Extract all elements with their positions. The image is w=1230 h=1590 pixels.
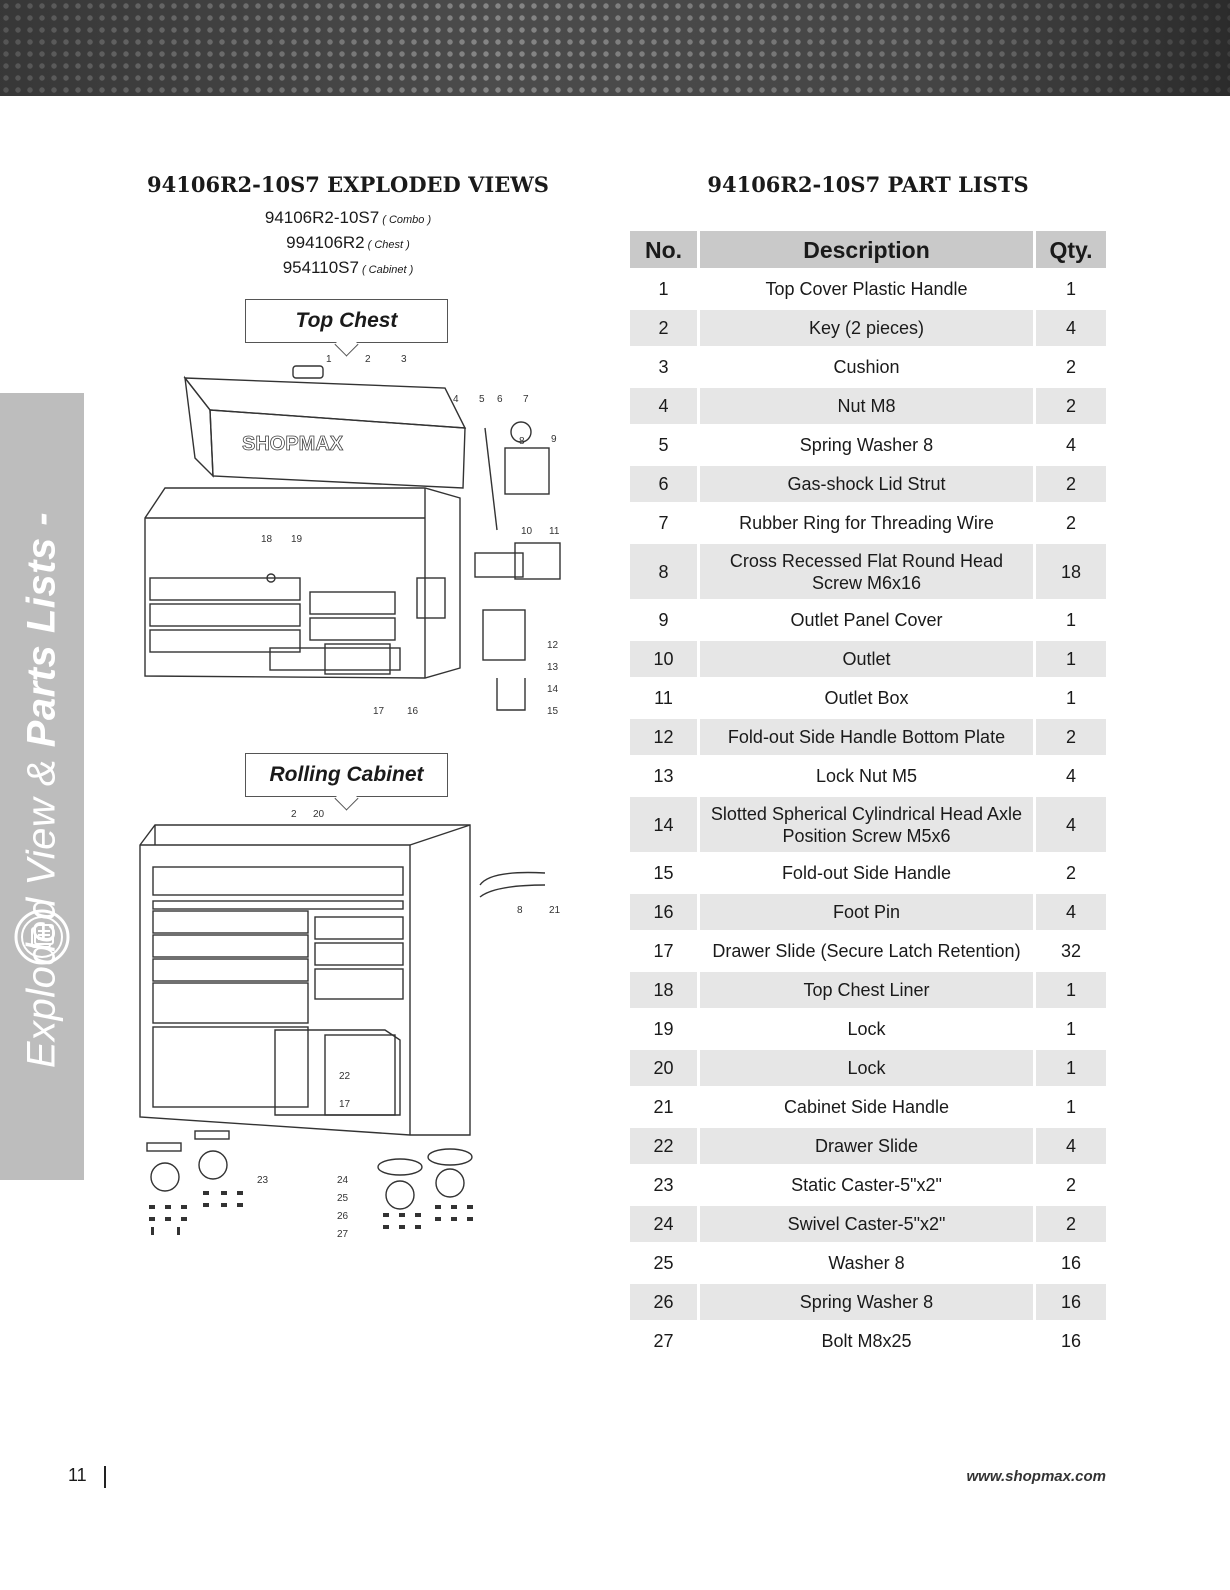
table-row [630,602,1106,638]
svg-text:5: 5 [479,394,485,405]
part-description-cell: Bolt M8x25 [821,1331,912,1351]
part-number-cell: 8 [630,544,697,599]
svg-text:3: 3 [401,354,407,365]
part-qty-cell: 1 [1036,1050,1106,1086]
exploded-views-title: 94106R2-10S7 EXPLODED VIEWS [147,172,549,197]
part-description-cell: Lock Nut M5 [815,766,918,786]
header-qty: Qty. [1036,231,1106,268]
part-number-cell: 2 [630,310,697,346]
part-number-cell: 24 [630,1206,697,1242]
part-description-cell: Gas-shock Lid Strut [700,466,1033,502]
part-qty-cell: 32 [1060,941,1082,961]
part-qty-cell: 18 [1036,544,1106,599]
table-row [630,1011,1106,1047]
part-description-cell: Cross Recessed Flat Round Head Screw M6x16 [700,544,1033,599]
svg-text:24: 24 [337,1175,349,1186]
table-row [630,349,1106,385]
svg-text:13: 13 [547,662,559,673]
table-row [630,1089,1106,1125]
part-qty-cell: 4 [1036,310,1106,346]
table-row [630,388,1106,424]
part-description-cell: Top Cover Plastic Handle [765,279,968,299]
part-number-cell: 11 [654,688,673,708]
part-number-cell: 22 [630,1128,697,1164]
table-row [630,1128,1106,1164]
part-qty-cell: 4 [1065,766,1076,786]
svg-text:21: 21 [549,905,561,916]
table-row [630,758,1106,794]
part-number-cell: 5 [658,435,669,455]
part-number-cell: 20 [630,1050,697,1086]
svg-text:9: 9 [551,434,557,445]
table-row [630,680,1106,716]
part-description-cell: Drawer Slide (Secure Latch Retention) [712,941,1021,961]
table-row [630,797,1106,852]
table-row [630,1245,1106,1281]
part-number-cell: 23 [653,1175,674,1195]
part-number-cell: 18 [630,972,697,1008]
part-qty-cell: 16 [1060,1253,1082,1273]
table-row [630,1050,1106,1086]
table-row [630,894,1106,930]
svg-text:25: 25 [337,1193,349,1204]
table-row [630,310,1106,346]
svg-text:16: 16 [407,706,419,717]
svg-text:27: 27 [337,1229,349,1240]
part-description-cell: Washer 8 [828,1253,905,1273]
part-qty-cell: 4 [1036,1128,1106,1164]
part-qty-cell: 1 [1065,1019,1076,1039]
top-chest-callout: Top Chest [245,299,448,343]
table-row [630,933,1106,969]
table-row [630,972,1106,1008]
part-number-cell: 3 [658,357,669,377]
part-number-cell: 4 [630,388,697,424]
table-row [630,505,1106,541]
table-row [630,271,1106,307]
table-row [630,641,1106,677]
part-number-cell: 1 [658,279,669,299]
svg-text:4: 4 [453,394,459,405]
svg-text:19: 19 [291,534,303,545]
shopmax-logo: SHOPMAX [242,433,344,455]
svg-text:8: 8 [519,436,525,447]
part-qty-cell: 2 [1065,1175,1076,1195]
svg-text:10: 10 [521,526,533,537]
side-tab-label: Exploded View & Parts Lists - [19,511,64,1069]
svg-text:12: 12 [547,640,559,651]
svg-text:18: 18 [261,534,273,545]
header-no: No. [630,231,697,268]
part-description-cell: Fold-out Side Handle [781,863,952,883]
model-cabinet: 954110S7 ( Cabinet ) [282,258,414,277]
part-description-cell: Outlet Box [824,688,909,708]
footer-website-link[interactable]: www.shopmax.com [966,1468,1106,1485]
part-description-cell: Outlet [700,641,1033,677]
part-description-cell: Static Caster-5"x2" [791,1175,942,1195]
part-qty-cell: 2 [1036,1206,1106,1242]
table-row [630,855,1106,891]
part-description-cell: Cushion [833,357,900,377]
part-description-cell: Nut M8 [700,388,1033,424]
part-qty-cell: 4 [1036,797,1106,852]
part-number-cell: 10 [630,641,697,677]
part-number-cell: 16 [630,894,697,930]
part-description-cell: Spring Washer 8 [700,1284,1033,1320]
part-number-cell: 9 [658,610,669,630]
part-number-cell: 27 [653,1331,674,1351]
part-number-cell: 21 [653,1097,674,1117]
svg-text:2: 2 [365,354,371,365]
part-description-cell: Swivel Caster-5"x2" [700,1206,1033,1242]
rolling-cabinet-exploded-diagram [125,805,575,1255]
svg-text:2: 2 [291,809,297,820]
model-combo: 94106R2-10S7 ( Combo ) [264,208,432,227]
part-qty-cell: 16 [1060,1331,1082,1351]
header-description: Description [700,231,1033,268]
table-row [630,544,1106,599]
part-description-cell: Slotted Spherical Cylindrical Head Axle Position Screw M5x6 [700,797,1033,852]
table-header-row [630,231,1106,268]
part-description-cell: Drawer Slide [700,1128,1033,1164]
svg-text:20: 20 [313,809,325,820]
svg-text:15: 15 [547,706,559,717]
part-qty-cell: 2 [1065,357,1076,377]
part-qty-cell: 2 [1036,466,1106,502]
model-chest: 994106R2 ( Chest ) [286,233,410,252]
svg-text:26: 26 [337,1211,349,1222]
part-description-cell: Outlet Panel Cover [790,610,943,630]
table-row [630,427,1106,463]
part-qty-cell: 16 [1036,1284,1106,1320]
part-qty-cell: 1 [1065,688,1076,708]
rolling-cabinet-callout: Rolling Cabinet [245,753,448,797]
part-qty-cell: 4 [1065,435,1076,455]
part-qty-cell: 2 [1036,719,1106,755]
part-description-cell: Key (2 pieces) [700,310,1033,346]
svg-text:17: 17 [373,706,385,717]
table-row [630,1323,1106,1359]
part-number-cell: 17 [653,941,674,961]
part-number-cell: 12 [630,719,697,755]
part-description-cell: Rubber Ring for Threading Wire [739,513,994,533]
part-description-cell: Lock [700,1050,1033,1086]
part-number-cell: 26 [630,1284,697,1320]
part-qty-cell: 2 [1065,863,1076,883]
part-qty-cell: 1 [1065,610,1076,630]
part-number-cell: 15 [653,863,674,883]
svg-text:6: 6 [497,394,503,405]
svg-text:14: 14 [547,684,559,695]
svg-text:23: 23 [257,1175,269,1186]
part-qty-cell: 1 [1036,641,1106,677]
part-qty-cell: 4 [1036,894,1106,930]
svg-text:8: 8 [517,905,523,916]
part-qty-cell: 2 [1065,513,1076,533]
table-row [630,1167,1106,1203]
parts-table [630,231,1106,1362]
table-row [630,1206,1106,1242]
svg-text:17: 17 [339,1099,351,1110]
page-number-divider [104,1466,106,1488]
part-qty-cell: 2 [1036,388,1106,424]
page-number: 11 [68,1465,87,1485]
svg-text:22: 22 [339,1071,351,1082]
header-banner [0,0,1230,96]
table-row [630,466,1106,502]
part-qty-cell: 1 [1065,1097,1076,1117]
table-row [630,1284,1106,1320]
svg-text:7: 7 [523,394,529,405]
part-description-cell: Foot Pin [700,894,1033,930]
part-number-cell: 19 [653,1019,674,1039]
part-number-cell: 13 [653,766,674,786]
part-description-cell: Spring Washer 8 [799,435,934,455]
part-qty-cell: 1 [1036,972,1106,1008]
part-description-cell: Lock [847,1019,886,1039]
part-number-cell: 6 [630,466,697,502]
svg-text:11: 11 [549,526,560,537]
part-description-cell: Fold-out Side Handle Bottom Plate [700,719,1033,755]
part-description-cell: Top Chest Liner [700,972,1033,1008]
part-qty-cell: 1 [1065,279,1076,299]
part-description-cell: Cabinet Side Handle [783,1097,950,1117]
part-number-cell: 25 [653,1253,674,1273]
part-number-cell: 7 [658,513,669,533]
table-row [630,719,1106,755]
svg-text:1: 1 [326,354,332,365]
top-chest-exploded-diagram [125,348,575,720]
part-number-cell: 14 [630,797,697,852]
part-lists-title: 94106R2-10S7 PART LISTS [707,172,1029,197]
